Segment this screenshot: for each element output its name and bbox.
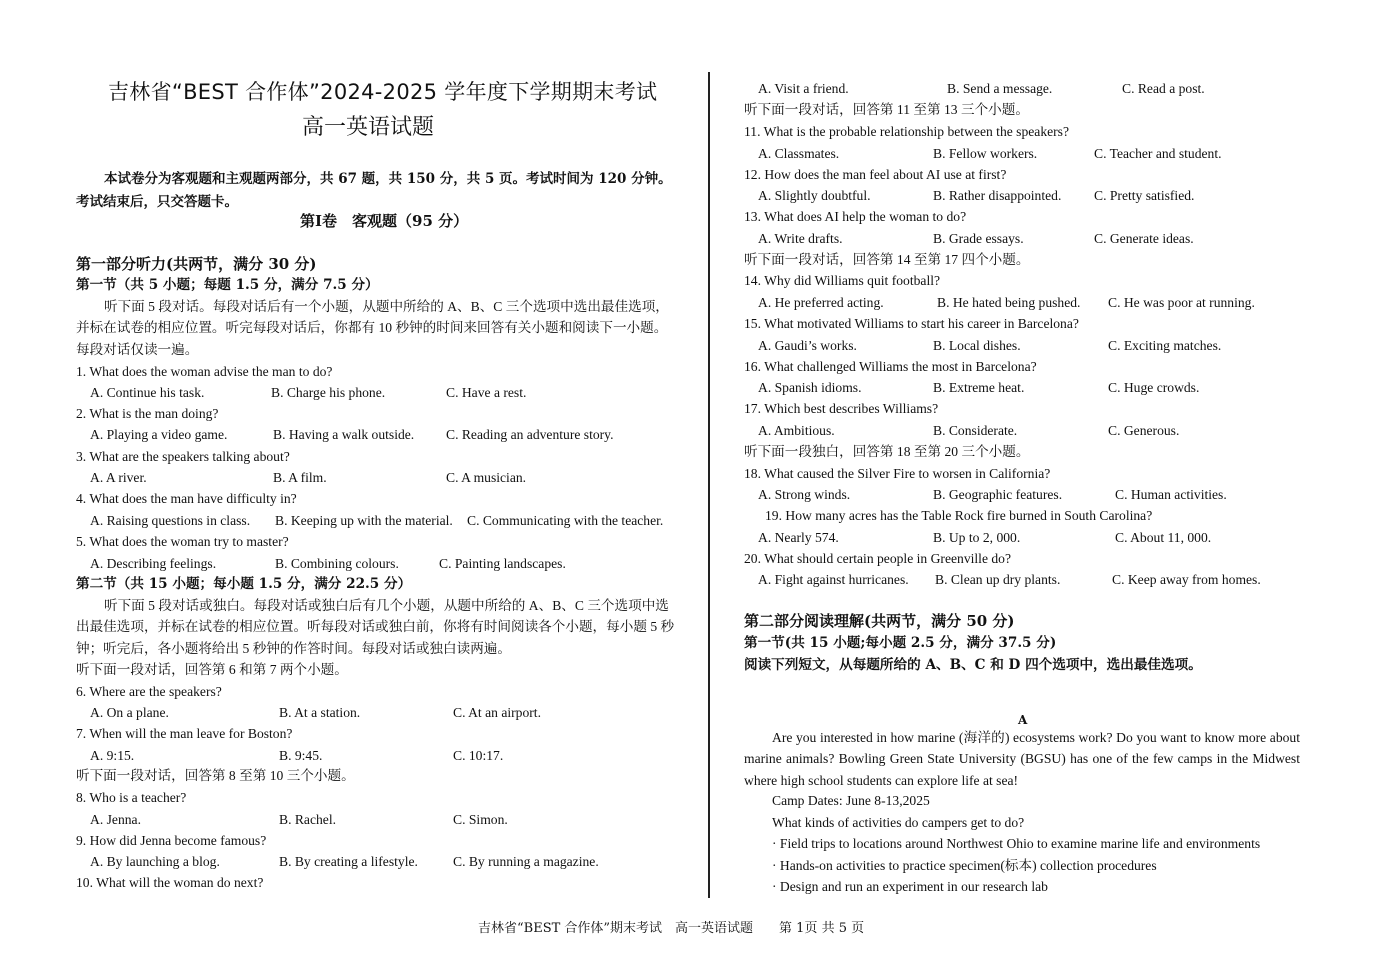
question-text: 15. What motivated Williams to start his career in Barcelona? (744, 316, 1079, 331)
option-a: A. Ambitious. (758, 423, 835, 438)
option-b: B. Keeping up with the material. (275, 513, 453, 528)
option-a: A. Raising questions in class. (90, 513, 251, 528)
option-a: A. Jenna. (90, 812, 141, 827)
option-c: C. Teacher and student. (1094, 146, 1222, 161)
option-a: A. By launching a blog. (90, 854, 220, 869)
option-b: B. Having a walk outside. (273, 427, 415, 442)
option-a: A. Gaudi’s works. (758, 338, 857, 353)
passage-label: A (1018, 713, 1028, 727)
question-text: 8. Who is a teacher? (76, 790, 187, 805)
volume-title: 第Ⅰ卷 客观题（95 分） (300, 212, 469, 230)
part2-instructions: 阅读下列短文，从每题所给的 A、B、C 和 D 四个选项中，选出最佳选项。 (744, 657, 1202, 673)
part2-title: 第二部分阅读理解(共两节，满分 50 分) (744, 612, 1015, 630)
option-b: B. Up to 2, 000. (933, 530, 1021, 545)
option-b: B. At a station. (279, 705, 361, 720)
activity-bullet: · Design and run an experiment in our research lab (772, 879, 1048, 894)
question-text: 5. What does the woman try to master? (76, 534, 289, 549)
option-a: A. Continue his task. (90, 385, 205, 400)
option-b: B. Rather disappointed. (933, 188, 1062, 203)
option-a: A. Describing feelings. (90, 556, 217, 571)
option-c: C. Exciting matches. (1108, 338, 1222, 353)
option-c: C. Painting landscapes. (439, 556, 566, 571)
question-text: 20. What should certain people in Greenville do? (744, 551, 1012, 566)
option-b: B. 9:45. (279, 748, 323, 763)
question-text: 18. What caused the Silver Fire to worsen in California? (744, 466, 1051, 481)
passage-paragraph: Are you interested in how marine (海洋的) ecosystems work? Do you want to know more about marine animals? Bowling Green State University (BGSU) has one of the few camps in the Midwest where high school students can explore life at sea! (744, 730, 1300, 788)
option-c: C. Read a post. (1122, 81, 1205, 96)
option-a: A. A river. (90, 470, 147, 485)
part1-section2-title: 第二节（共 15 小题；每小题 1.5 分，满分 22.5 分） (76, 576, 412, 592)
option-a: A. On a plane. (90, 705, 169, 720)
option-b: B. Considerate. (933, 423, 1018, 438)
option-b: B. Send a message. (947, 81, 1053, 96)
option-c: C. Generate ideas. (1094, 231, 1194, 246)
question-text: 10. What will the woman do next? (76, 875, 264, 890)
option-c: C. Reading an adventure story. (446, 427, 614, 442)
dialog-note: 听下面一段独白，回答第 18 至第 20 三个小题。 (744, 444, 1030, 459)
option-c: C. A musician. (446, 470, 527, 485)
option-a: A. Nearly 574. (758, 530, 839, 545)
option-b: B. Geographic features. (933, 487, 1063, 502)
option-c: C. About 11, 000. (1115, 530, 1212, 545)
option-b: B. Combining colours. (275, 556, 399, 571)
option-c: C. By running a magazine. (453, 854, 599, 869)
question-text: 4. What does the man have difficulty in? (76, 491, 297, 506)
option-c: C. Generous. (1108, 423, 1180, 438)
option-b: B. Clean up dry plants. (935, 572, 1061, 587)
option-a: A. He preferred acting. (758, 295, 884, 310)
dialog-note: 听下面一段对话，回答第 8 至第 10 三个小题。 (76, 768, 355, 783)
question-text: 16. What challenged Williams the most in Barcelona? (744, 359, 1037, 374)
option-c: C. Simon. (453, 812, 508, 827)
part2-section1-title: 第一节(共 15 小题;每小题 2.5 分，满分 37.5 分) (744, 635, 1057, 651)
option-a: A. 9:15. (90, 748, 135, 763)
activities-question: What kinds of activities do campers get to do? (772, 815, 1025, 830)
question-text: 9. How did Jenna become famous? (76, 833, 267, 848)
option-a: A. Write drafts. (758, 231, 843, 246)
exam-subtitle: 高一英语试题 (302, 115, 435, 140)
question-text: 19. How many acres has the Table Rock fire burned in South Carolina? (765, 508, 1153, 523)
option-b: B. He hated being pushed. (937, 295, 1081, 310)
option-a: A. Playing a video game. (90, 427, 228, 442)
question-text: 7. When will the man leave for Boston? (76, 726, 293, 741)
option-b: B. Fellow workers. (933, 146, 1038, 161)
option-a: A. Visit a friend. (758, 81, 849, 96)
question-text: 2. What is the man doing? (76, 406, 219, 421)
option-c: C. He was poor at running. (1108, 295, 1255, 310)
column-divider (708, 72, 710, 898)
part1-section2-instructions: 听下面 5 段对话或独白。每段对话或独白后有几个小题，从题中所给的 A、B、C 三个选项中选出最佳选项，并标在试卷的相应位置。听每段对话或独白前，你将有时间阅读各个小题，每小题 5 秒钟；听完后，各小题将给出 5 秒钟的作答时间。每段对话或独白读两遍。 (76, 598, 675, 656)
question-text: 6. Where are the speakers? (76, 684, 222, 699)
option-c: C. Pretty satisfied. (1094, 188, 1195, 203)
page-footer: 吉林省“BEST 合作体”期末考试 高一英语试题 第 1页 共 5 页 (478, 921, 865, 936)
option-b: B. Local dishes. (933, 338, 1021, 353)
camp-dates: Camp Dates: June 8-13,2025 (772, 793, 930, 808)
activity-bullet: · Field trips to locations around Northwest Ohio to examine marine life and environments (772, 836, 1261, 851)
question-text: 12. How does the man feel about AI use at first? (744, 167, 1007, 182)
option-b: B. Grade essays. (933, 231, 1024, 246)
option-c: C. 10:17. (453, 748, 504, 763)
question-text: 3. What are the speakers talking about? (76, 449, 290, 464)
dialog-note: 听下面一段对话，回答第 14 至第 17 四个小题。 (744, 252, 1030, 267)
dialog-note: 听下面一段对话，回答第 11 至第 13 三个小题。 (744, 102, 1029, 117)
question-text: 11. What is the probable relationship between the speakers? (744, 124, 1070, 139)
option-a: A. Fight against hurricanes. (758, 572, 909, 587)
option-b: B. By creating a lifestyle. (279, 854, 418, 869)
option-c: C. Have a rest. (446, 385, 527, 400)
option-b: B. Extreme heat. (933, 380, 1025, 395)
option-a: A. Slightly doubtful. (758, 188, 871, 203)
option-c: C. Communicating with the teacher. (467, 513, 664, 528)
part1-section1-instructions: 听下面 5 段对话。每段对话后有一个小题，从题中所给的 A、B、C 三个选项中选出最佳选项，并标在试卷的相应位置。听完每段对话后，你都有 10 秒钟的时间来回答有关小题和阅读下一小题。每段对话仅读一遍。 (76, 299, 669, 357)
part1-section1-title: 第一节（共 5 小题；每题 1.5 分，满分 7.5 分） (76, 277, 379, 293)
option-b: B. A film. (273, 470, 327, 485)
exam-title: 吉林省“BEST 合作体”2024-2025 学年度下学期期末考试 (108, 80, 658, 104)
part1-title: 第一部分听力(共两节，满分 30 分) (76, 255, 317, 273)
option-b: B. Rachel. (279, 812, 337, 827)
option-c: C. Human activities. (1115, 487, 1227, 502)
option-a: A. Classmates. (758, 146, 840, 161)
question-text: 1. What does the woman advise the man to do? (76, 364, 333, 379)
option-c: C. Huge crowds. (1108, 380, 1200, 395)
exam-intro: 本试卷分为客观题和主观题两部分，共 67 题，共 150 分，共 5 页。考试时间为 120 分钟。考试结束后，只交答题卡。 (76, 171, 672, 210)
option-a: A. Strong winds. (758, 487, 851, 502)
option-c: C. At an airport. (453, 705, 541, 720)
activity-bullet: · Hands-on activities to practice specimen(标本) collection procedures (772, 858, 1157, 873)
dialog-note: 听下面一段对话，回答第 6 和第 7 两个小题。 (76, 662, 348, 677)
question-text: 13. What does AI help the woman to do? (744, 209, 967, 224)
option-c: C. Keep away from homes. (1112, 572, 1261, 587)
question-text: 14. Why did Williams quit football? (744, 273, 941, 288)
option-a: A. Spanish idioms. (758, 380, 862, 395)
option-b: B. Charge his phone. (271, 385, 386, 400)
question-text: 17. Which best describes Williams? (744, 401, 939, 416)
